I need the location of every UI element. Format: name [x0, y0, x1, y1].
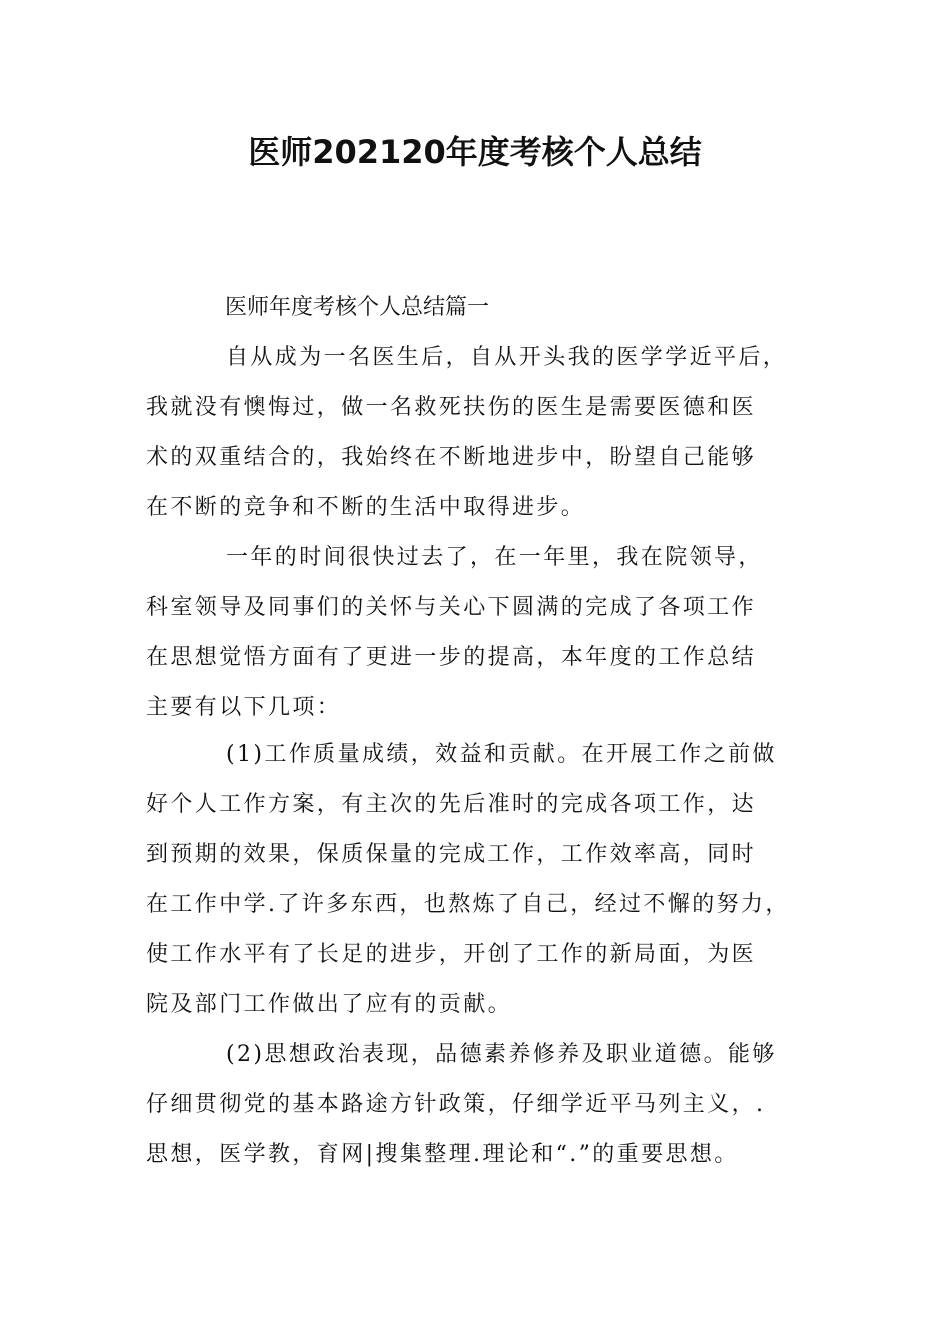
document-title: 医师202120年度考核个人总结 [248, 133, 702, 171]
paragraph-line: (1)工作质量成绩，效益和贡献。在开展工作之前做 [226, 742, 777, 767]
paragraph-line: 院及部门工作做出了应有的贡献。 [146, 992, 513, 1017]
paragraph-line: 思想，医学教，育网|搜集整理.理论和“.”的重要思想。 [146, 1142, 739, 1167]
paragraph-line: 使工作水平有了长足的进步，开创了工作的新局面，为医 [146, 942, 757, 967]
paragraph-line: 仔细贯彻党的基本路途方针政策，仔细学近平马列主义，. [146, 1092, 766, 1117]
paragraph-line: 在不断的竞争和不断的生活中取得进步。 [146, 495, 586, 520]
paragraph-line: (2)思想政治表现，品德素养修养及职业道德。能够 [226, 1042, 777, 1067]
paragraph-line: 术的双重结合的，我始终在不断地进步中，盼望自己能够 [146, 445, 757, 470]
paragraph-line: 我就没有懊悔过，做一名救死扶伤的医生是需要医德和医 [146, 395, 757, 420]
section-heading: 医师年度考核个人总结篇一 [225, 295, 490, 320]
paragraph-line: 在思想觉悟方面有了更进一步的提高，本年度的工作总结 [146, 645, 757, 670]
paragraph-line: 好个人工作方案，有主次的先后准时的完成各项工作，达 [146, 792, 757, 817]
paragraph-line: 一年的时间很快过去了，在一年里，我在院领导， [226, 545, 763, 570]
paragraph-line: 在工作中学.了许多东西，也熬炼了自己，经过不懈的努力， [146, 892, 790, 917]
paragraph-line: 科室领导及同事们的关怀与关心下圆满的完成了各项工作 [146, 595, 757, 620]
paragraph-line: 主要有以下几项： [146, 695, 342, 720]
paragraph-line: 自从成为一名医生后，自从开头我的医学学近平后， [226, 345, 788, 370]
paragraph-line: 到预期的效果，保质保量的完成工作，工作效率高，同时 [146, 842, 757, 867]
